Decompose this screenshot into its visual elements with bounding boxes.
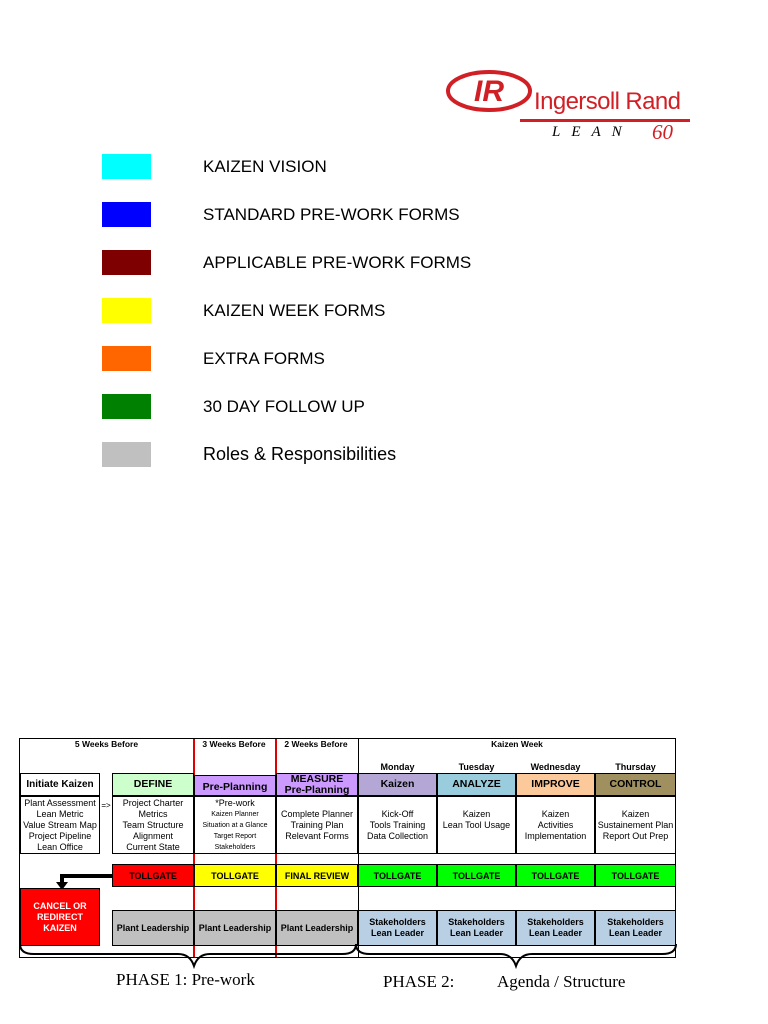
detail-text: Current State — [126, 841, 180, 852]
leadership-pre-planning: Plant Leadership — [194, 910, 276, 946]
tollgate-tuesday: TOLLGATE — [437, 864, 516, 887]
detail-text: Project Pipeline — [28, 830, 92, 841]
leadership-measure: Plant Leadership — [276, 910, 358, 946]
detail-text: Implementation — [524, 830, 587, 841]
detail-text: Report Out Prep — [602, 830, 669, 841]
legend-label-30-day-follow-up: 30 DAY FOLLOW UP — [203, 397, 365, 416]
day-wednesday: Wednesday — [530, 762, 581, 772]
day-thursday: Thursday — [615, 762, 656, 772]
lean-leader-text: Lean Leader — [528, 928, 583, 938]
legend-swatch-kaizen-vision — [102, 154, 151, 179]
day-tuesday: Tuesday — [458, 762, 495, 772]
detail-text: Stakeholders — [214, 843, 256, 851]
lean-leader-text: Lean Leader — [608, 928, 663, 938]
detail-text: Kick-Off — [381, 808, 414, 819]
phase-1-label: PHASE 1: Pre-work — [116, 970, 255, 989]
lean-leader-text: Lean Leader — [449, 928, 504, 938]
ingersoll-rand-logo — [444, 68, 694, 142]
stage-analyze: ANALYZE — [437, 773, 516, 796]
logo-lean-text: LEAN — [552, 124, 633, 140]
detail-text: Activities — [537, 819, 574, 830]
details-define — [112, 796, 194, 854]
detail-text: Kaizen — [621, 808, 650, 819]
kaizen-process-table — [19, 738, 676, 958]
tollgate-thursday: TOLLGATE — [595, 864, 676, 887]
stage-control: CONTROL — [595, 773, 676, 796]
tollgate-final-review: FINAL REVIEW — [276, 864, 358, 887]
detail-text: Team Structure — [122, 819, 184, 830]
stage-define: DEFINE — [112, 773, 194, 796]
detail-text: *Pre-work — [215, 797, 255, 808]
detail-text: Kaizen — [462, 809, 491, 819]
timing-5-weeks: 5 Weeks Before — [74, 739, 139, 749]
stage-measure-line2: Pre-Planning — [284, 783, 350, 796]
stage-measure — [276, 773, 358, 796]
detail-text: Situation at a Glance — [202, 821, 268, 829]
legend-label-kaizen-week: KAIZEN WEEK FORMS — [203, 301, 386, 320]
tollgate-monday: TOLLGATE — [358, 864, 437, 887]
legend-swatch-kaizen-week — [102, 298, 151, 323]
legend-label-applicable-pre-work: APPLICABLE PRE-WORK FORMS — [203, 253, 472, 272]
details-initiate — [20, 796, 100, 854]
details-wednesday — [516, 796, 595, 854]
stage-initiate-kaizen: Initiate Kaizen — [20, 773, 100, 796]
stage-measure-line1: MEASURE — [290, 772, 344, 785]
details-tuesday — [437, 796, 516, 854]
logo-60-text: 60 — [652, 120, 673, 144]
detail-text: Alignment — [132, 830, 174, 841]
detail-text: Plant Assessment — [24, 797, 96, 808]
stage-improve: IMPROVE — [516, 773, 595, 796]
detail-text: Project Charter — [122, 797, 184, 808]
stage-pre-planning: Pre-Planning — [194, 775, 276, 796]
arrow-glyph: => — [101, 800, 111, 810]
detail-text: Data Collection — [366, 830, 429, 841]
tollgate-pre-planning: TOLLGATE — [194, 864, 276, 887]
detail-text: Lean Office — [37, 841, 83, 852]
phase-2-label: PHASE 2: — [383, 972, 455, 991]
lean-leader-text: Lean Leader — [370, 928, 425, 938]
details-measure — [276, 796, 358, 854]
detail-text: Lean Tool Usage — [442, 820, 511, 830]
stakeholders-text: Stakeholders — [527, 917, 584, 927]
cancel-redirect-kaizen-box — [20, 888, 100, 946]
timing-kaizen-week: Kaizen Week — [491, 739, 543, 749]
details-thursday — [595, 796, 676, 854]
detail-text: Training Plan — [290, 819, 344, 830]
stakeholders-text: Stakeholders — [607, 917, 664, 927]
logo-mark-text: IR — [474, 75, 504, 108]
legend-swatch-roles — [102, 442, 151, 467]
legend-swatch-extra-forms — [102, 346, 151, 371]
detail-text: Kaizen Planner — [211, 810, 259, 818]
detail-text: Lean Metric — [36, 808, 84, 819]
phase-2-title: Agenda / Structure — [497, 972, 626, 991]
detail-text: Value Stream Map — [23, 819, 97, 830]
legend-swatch-standard-pre-work — [102, 202, 151, 227]
legend-swatch-applicable-pre-work — [102, 250, 151, 275]
tollgate-wednesday: TOLLGATE — [516, 864, 595, 887]
stakeholders-text: Stakeholders — [448, 917, 505, 927]
legend-swatch-30-day-follow-up — [102, 394, 151, 419]
logo-company-name: Ingersoll Rand — [534, 88, 681, 115]
cancel-text: KAIZEN — [43, 922, 77, 933]
leadership-define: Plant Leadership — [112, 910, 194, 946]
detail-text: Target Report — [213, 832, 257, 840]
detail-text: Metrics — [138, 808, 168, 819]
detail-text: Kaizen — [541, 808, 570, 819]
legend-label-extra-forms: EXTRA FORMS — [203, 349, 325, 368]
cancel-text: CANCEL OR — [33, 900, 87, 911]
details-monday — [358, 796, 437, 854]
legend-label-roles: Roles & Responsibilities — [203, 444, 397, 464]
detail-text: Complete Planner — [280, 808, 354, 819]
legend-label-kaizen-vision: KAIZEN VISION — [203, 157, 327, 176]
cancel-text: REDIRECT — [36, 911, 83, 922]
detail-text: Tools Training — [369, 819, 426, 830]
detail-text: Sustainement Plan — [597, 819, 674, 830]
stage-kaizen: Kaizen — [358, 773, 437, 796]
timing-2-weeks: 2 Weeks Before — [284, 739, 348, 749]
phase-2-brace — [356, 944, 676, 966]
stakeholders-text: Stakeholders — [369, 917, 426, 927]
legend-label-standard-pre-work: STANDARD PRE-WORK FORMS — [203, 205, 460, 224]
detail-text: Relevant Forms — [285, 830, 349, 841]
timing-3-weeks: 3 Weeks Before — [202, 739, 266, 749]
ir-logo-mark — [446, 70, 532, 112]
tollgate-define: TOLLGATE — [112, 864, 194, 887]
phase-1-brace — [20, 944, 356, 966]
details-pre-planning — [194, 796, 276, 854]
day-monday: Monday — [380, 762, 415, 772]
